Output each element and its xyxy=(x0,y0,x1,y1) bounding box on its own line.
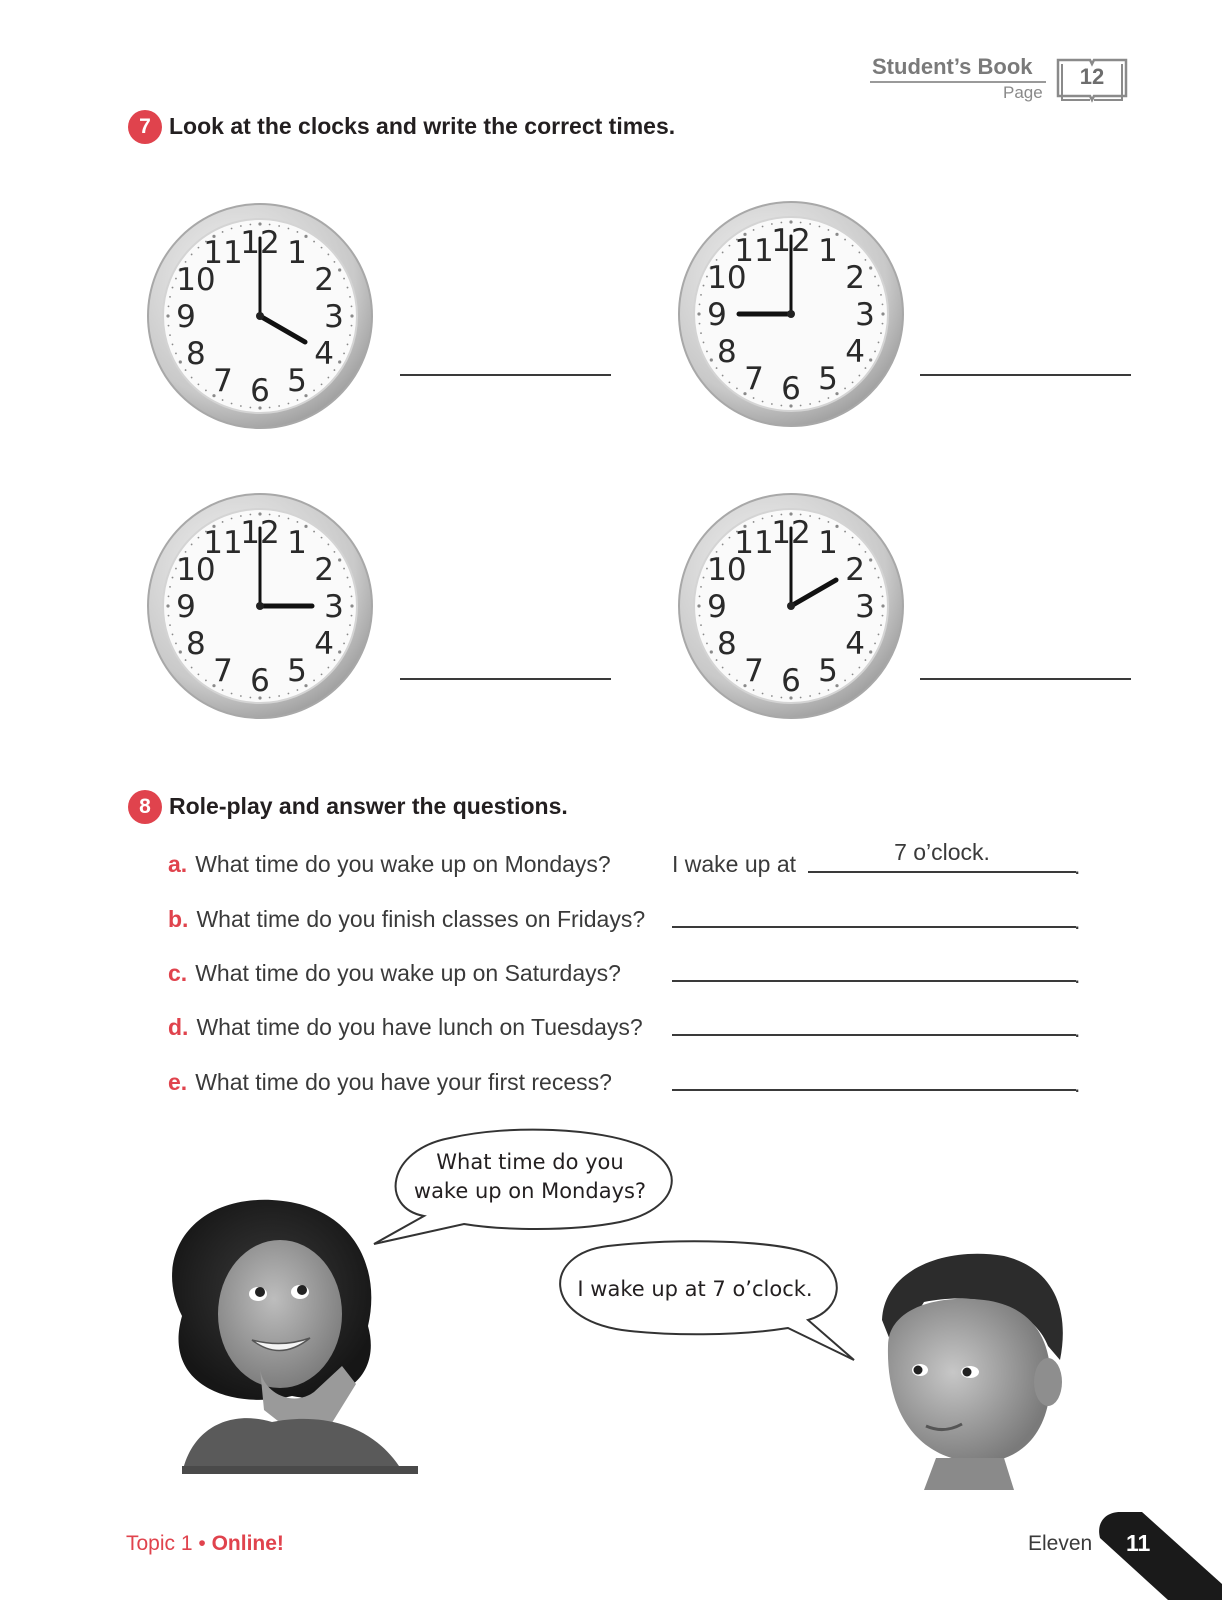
minute-tick xyxy=(288,228,290,230)
minute-tick xyxy=(880,624,882,626)
minute-tick xyxy=(231,518,233,520)
minute-tick xyxy=(882,615,884,617)
minute-tick xyxy=(179,360,182,363)
dial-number: 2 xyxy=(314,262,334,298)
answer-line-a[interactable] xyxy=(808,871,1076,873)
minute-tick xyxy=(198,537,200,539)
minute-tick xyxy=(172,287,174,289)
footer-topic-label: Topic 1 xyxy=(126,1532,193,1555)
minute-tick xyxy=(828,521,830,523)
question-letter: b. xyxy=(168,906,189,932)
minute-tick xyxy=(753,229,755,231)
minute-tick xyxy=(191,377,193,379)
minute-tick xyxy=(222,399,224,401)
minute-tick xyxy=(703,634,705,636)
minute-tick xyxy=(706,351,708,353)
minute-tick xyxy=(697,604,700,607)
minute-tick xyxy=(700,586,702,588)
minute-tick xyxy=(222,231,224,233)
minute-tick xyxy=(222,521,224,523)
minute-tick xyxy=(819,401,821,403)
minute-tick xyxy=(878,342,880,344)
minute-tick xyxy=(297,399,299,401)
minute-tick xyxy=(288,518,290,520)
question-d xyxy=(168,1014,643,1041)
dial-number: 6 xyxy=(781,371,801,407)
minute-tick xyxy=(844,239,846,241)
boy-speech-text: I wake up at 7 o’clock. xyxy=(577,1277,813,1301)
dial-number: 11 xyxy=(734,232,774,269)
minute-tick xyxy=(858,667,860,669)
minute-tick xyxy=(198,383,200,385)
minute-tick xyxy=(343,353,345,355)
line-end-period: . xyxy=(1074,1016,1081,1042)
question-e xyxy=(168,1069,612,1096)
example-answer: 7 o’clock. xyxy=(894,839,990,865)
page-corner-tab xyxy=(1098,1512,1222,1600)
dial-number: 4 xyxy=(845,334,865,370)
clock-center xyxy=(256,312,264,320)
minute-tick xyxy=(327,377,329,379)
answer-line-b[interactable] xyxy=(672,926,1076,928)
line-end-period: . xyxy=(1074,962,1081,988)
minute-tick xyxy=(703,342,705,344)
minute-tick xyxy=(703,285,705,287)
dial-number: 12 xyxy=(771,515,811,551)
minute-tick xyxy=(338,650,341,653)
minute-tick xyxy=(699,323,701,325)
minute-tick xyxy=(231,228,233,230)
dial-number: 5 xyxy=(818,653,838,690)
minute-tick xyxy=(700,294,702,296)
minute-tick xyxy=(191,254,193,256)
minute-tick xyxy=(166,604,169,607)
minute-tick xyxy=(172,634,174,636)
minute-tick xyxy=(297,521,299,523)
dial-number: 7 xyxy=(744,361,764,398)
minute-tick xyxy=(882,323,884,325)
minute-tick xyxy=(881,604,884,607)
dial-number: 6 xyxy=(250,663,270,699)
minute-tick xyxy=(231,403,233,405)
minute-tick xyxy=(882,595,884,597)
dial-number: 9 xyxy=(176,299,196,335)
minute-tick xyxy=(168,325,170,327)
minute-tick xyxy=(710,650,713,653)
minute-tick xyxy=(338,558,341,561)
exercise-7-instruction: Look at the clocks and write the correct times. xyxy=(169,113,676,139)
minute-tick xyxy=(753,689,755,691)
page-label: Page xyxy=(1003,83,1043,102)
minute-tick xyxy=(722,252,724,254)
minute-tick xyxy=(327,254,329,256)
minute-tick xyxy=(819,693,821,695)
minute-tick xyxy=(700,332,702,334)
minute-tick xyxy=(706,643,708,645)
dial-number: 3 xyxy=(324,299,344,335)
minute-tick xyxy=(321,537,323,539)
dial-number: 5 xyxy=(818,361,838,398)
line-end-period: . xyxy=(1074,853,1081,879)
minute-tick xyxy=(844,388,846,390)
minute-tick xyxy=(858,375,860,377)
minute-tick xyxy=(168,615,170,617)
dial-number: 12 xyxy=(771,223,811,259)
girl-speech-line-1: What time do you xyxy=(436,1150,624,1174)
girl-speech-line-2: wake up on Mondays? xyxy=(413,1179,647,1203)
dial-number: 10 xyxy=(176,262,216,298)
dial-number: 11 xyxy=(203,234,243,271)
minute-tick xyxy=(347,344,349,346)
clock-1 xyxy=(146,202,374,430)
dial-number: 3 xyxy=(855,589,875,625)
minute-tick xyxy=(762,401,764,403)
answer-line-e[interactable] xyxy=(672,1089,1076,1091)
minute-tick xyxy=(809,695,811,697)
minute-tick xyxy=(869,558,872,561)
minute-tick xyxy=(722,375,724,377)
question-b xyxy=(168,906,645,933)
minute-tick xyxy=(349,296,351,298)
question-letter: d. xyxy=(168,1014,189,1040)
minute-tick xyxy=(175,353,177,355)
question-text: What time do you wake up on Saturdays? xyxy=(195,960,621,986)
minute-tick xyxy=(297,231,299,233)
minute-tick xyxy=(729,673,731,675)
minute-tick xyxy=(338,268,341,271)
question-c xyxy=(168,960,621,987)
minute-tick xyxy=(321,673,323,675)
minute-tick xyxy=(191,667,193,669)
dial-number: 1 xyxy=(818,232,838,269)
answer-line-clock-4[interactable] xyxy=(920,678,1131,680)
minute-tick xyxy=(343,643,345,645)
dial-number: 9 xyxy=(176,589,196,625)
dial-number: 3 xyxy=(324,589,344,625)
dial-number: 9 xyxy=(707,297,727,333)
dial-number: 11 xyxy=(734,524,774,561)
dial-number: 5 xyxy=(287,653,307,690)
minute-tick xyxy=(351,325,353,327)
dial-number: 10 xyxy=(707,260,747,296)
minute-tick xyxy=(771,695,773,697)
dial-number: 8 xyxy=(186,336,206,372)
minute-tick xyxy=(240,695,242,697)
question-letter: e. xyxy=(168,1069,188,1095)
minute-tick xyxy=(288,403,290,405)
minute-tick xyxy=(168,595,170,597)
exercise-8-badge: 8 xyxy=(128,790,162,824)
footer-page-word: Eleven xyxy=(1028,1532,1093,1555)
minute-tick xyxy=(175,643,177,645)
minute-tick xyxy=(736,680,738,682)
exercise-7-badge: 7 xyxy=(128,110,162,144)
dial-number: 8 xyxy=(717,626,737,662)
answer-line-d[interactable] xyxy=(672,1034,1076,1036)
dial-number: 2 xyxy=(845,552,865,588)
dial-number: 3 xyxy=(855,297,875,333)
dial-number: 10 xyxy=(176,552,216,588)
minute-tick xyxy=(166,314,169,317)
minute-tick xyxy=(852,673,854,675)
minute-tick xyxy=(703,577,705,579)
minute-tick xyxy=(753,521,755,523)
minute-tick xyxy=(169,334,171,336)
example-answer-prefix: I wake up at xyxy=(672,851,797,877)
minute-tick xyxy=(205,680,207,682)
minute-tick xyxy=(771,403,773,405)
minute-tick xyxy=(222,689,224,691)
minute-tick xyxy=(852,537,854,539)
book-page-number: 12 xyxy=(1079,64,1105,89)
minute-tick xyxy=(313,390,315,392)
minute-tick xyxy=(869,358,872,361)
minute-tick xyxy=(858,252,860,254)
minute-tick xyxy=(878,634,880,636)
minute-tick xyxy=(198,673,200,675)
minute-tick xyxy=(349,334,351,336)
minute-tick xyxy=(819,226,821,228)
minute-tick xyxy=(697,312,700,315)
minute-tick xyxy=(168,305,170,307)
minute-tick xyxy=(878,577,880,579)
minute-tick xyxy=(205,390,207,392)
dial-number: 5 xyxy=(287,363,307,400)
minute-tick xyxy=(349,624,351,626)
minute-tick xyxy=(722,667,724,669)
minute-tick xyxy=(350,604,353,607)
exercise-8-instruction: Role-play and answer the questions. xyxy=(169,793,568,819)
dial-number: 9 xyxy=(707,589,727,625)
minute-tick xyxy=(736,388,738,390)
minute-tick xyxy=(313,680,315,682)
minute-tick xyxy=(169,586,171,588)
minute-tick xyxy=(880,332,882,334)
minute-tick xyxy=(313,241,315,243)
minute-tick xyxy=(852,381,854,383)
minute-tick xyxy=(172,344,174,346)
minute-tick xyxy=(240,405,242,407)
answer-line-c[interactable] xyxy=(672,980,1076,982)
clock-center xyxy=(787,310,795,318)
minute-tick xyxy=(882,303,884,305)
dial-number: 4 xyxy=(314,336,334,372)
minute-tick xyxy=(828,229,830,231)
minute-tick xyxy=(710,358,713,361)
minute-tick xyxy=(350,314,353,317)
answer-line-clock-2[interactable] xyxy=(920,374,1131,376)
minute-tick xyxy=(231,693,233,695)
dial-number: 2 xyxy=(314,552,334,588)
minute-tick xyxy=(169,296,171,298)
dial-number: 8 xyxy=(717,334,737,370)
dial-number: 10 xyxy=(707,552,747,588)
minute-tick xyxy=(874,351,876,353)
minute-tick xyxy=(351,305,353,307)
minute-tick xyxy=(729,381,731,383)
clock-center xyxy=(787,602,795,610)
dial-number: 1 xyxy=(287,524,307,561)
minute-tick xyxy=(278,695,280,697)
minute-tick xyxy=(869,650,872,653)
dial-number: 1 xyxy=(818,524,838,561)
dial-number: 11 xyxy=(203,524,243,561)
dial-number: 12 xyxy=(240,515,280,551)
minute-tick xyxy=(699,303,701,305)
minute-tick xyxy=(874,276,876,278)
clock-2 xyxy=(677,200,905,428)
dial-number: 4 xyxy=(314,626,334,662)
minute-tick xyxy=(762,693,764,695)
minute-tick xyxy=(722,544,724,546)
minute-tick xyxy=(191,544,193,546)
minute-tick xyxy=(878,285,880,287)
minute-tick xyxy=(699,595,701,597)
answer-line-clock-1[interactable] xyxy=(400,374,611,376)
minute-tick xyxy=(172,577,174,579)
minute-tick xyxy=(347,287,349,289)
minute-tick xyxy=(762,226,764,228)
minute-tick xyxy=(700,624,702,626)
footer-section-label: Online! xyxy=(211,1532,284,1555)
answer-line-clock-3[interactable] xyxy=(400,678,611,680)
minute-tick xyxy=(828,397,830,399)
minute-tick xyxy=(809,403,811,405)
minute-tick xyxy=(351,615,353,617)
minute-tick xyxy=(819,518,821,520)
minute-tick xyxy=(343,568,345,570)
question-text: What time do you wake up on Mondays? xyxy=(195,851,611,877)
question-letter: c. xyxy=(168,960,188,986)
footer-page-number: 11 xyxy=(1126,1530,1151,1556)
girl-photo xyxy=(142,1196,432,1474)
dial-number: 2 xyxy=(845,260,865,296)
minute-tick xyxy=(321,383,323,385)
dial-number: 6 xyxy=(781,663,801,699)
minute-tick xyxy=(347,634,349,636)
question-letter: a. xyxy=(168,851,188,877)
clock-3 xyxy=(146,492,374,720)
dial-number: 12 xyxy=(240,225,280,261)
minute-tick xyxy=(858,544,860,546)
minute-tick xyxy=(762,518,764,520)
minute-tick xyxy=(343,278,345,280)
question-text: What time do you have lunch on Tuesdays? xyxy=(196,1014,643,1040)
minute-tick xyxy=(327,667,329,669)
dial-number: 7 xyxy=(213,653,233,690)
minute-tick xyxy=(874,568,876,570)
question-a xyxy=(168,851,611,878)
minute-tick xyxy=(874,643,876,645)
minute-tick xyxy=(844,531,846,533)
minute-tick xyxy=(321,247,323,249)
line-end-period: . xyxy=(1074,908,1081,934)
minute-tick xyxy=(729,537,731,539)
dial-number: 8 xyxy=(186,626,206,662)
minute-tick xyxy=(880,586,882,588)
clock-4 xyxy=(677,492,905,720)
dial-number: 6 xyxy=(250,373,270,409)
minute-tick xyxy=(852,245,854,247)
question-text: What time do you have your first recess? xyxy=(195,1069,612,1095)
question-text: What time do you finish classes on Fridays? xyxy=(196,906,646,932)
minute-tick xyxy=(881,312,884,315)
minute-tick xyxy=(699,615,701,617)
footer-topic xyxy=(126,1532,284,1556)
minute-tick xyxy=(313,531,315,533)
minute-tick xyxy=(327,544,329,546)
minute-tick xyxy=(349,586,351,588)
dial-number: 1 xyxy=(287,234,307,271)
minute-tick xyxy=(288,693,290,695)
clock-center xyxy=(256,602,264,610)
minute-tick xyxy=(169,624,171,626)
minute-tick xyxy=(347,577,349,579)
line-end-period: . xyxy=(1074,1071,1081,1097)
minute-tick xyxy=(869,266,872,269)
minute-tick xyxy=(338,360,341,363)
dial-number: 7 xyxy=(744,653,764,690)
minute-tick xyxy=(278,405,280,407)
minute-tick xyxy=(179,650,182,653)
minute-tick xyxy=(729,245,731,247)
minute-tick xyxy=(844,680,846,682)
dial-number: 7 xyxy=(213,363,233,400)
minute-tick xyxy=(297,689,299,691)
minute-tick xyxy=(880,294,882,296)
minute-tick xyxy=(351,595,353,597)
footer-bullet: • xyxy=(198,1532,206,1555)
dial-number: 4 xyxy=(845,626,865,662)
minute-tick xyxy=(753,397,755,399)
boy-photo xyxy=(864,1250,1074,1490)
minute-tick xyxy=(198,247,200,249)
minute-tick xyxy=(828,689,830,691)
students-book-label: Student’s Book xyxy=(872,54,1033,79)
